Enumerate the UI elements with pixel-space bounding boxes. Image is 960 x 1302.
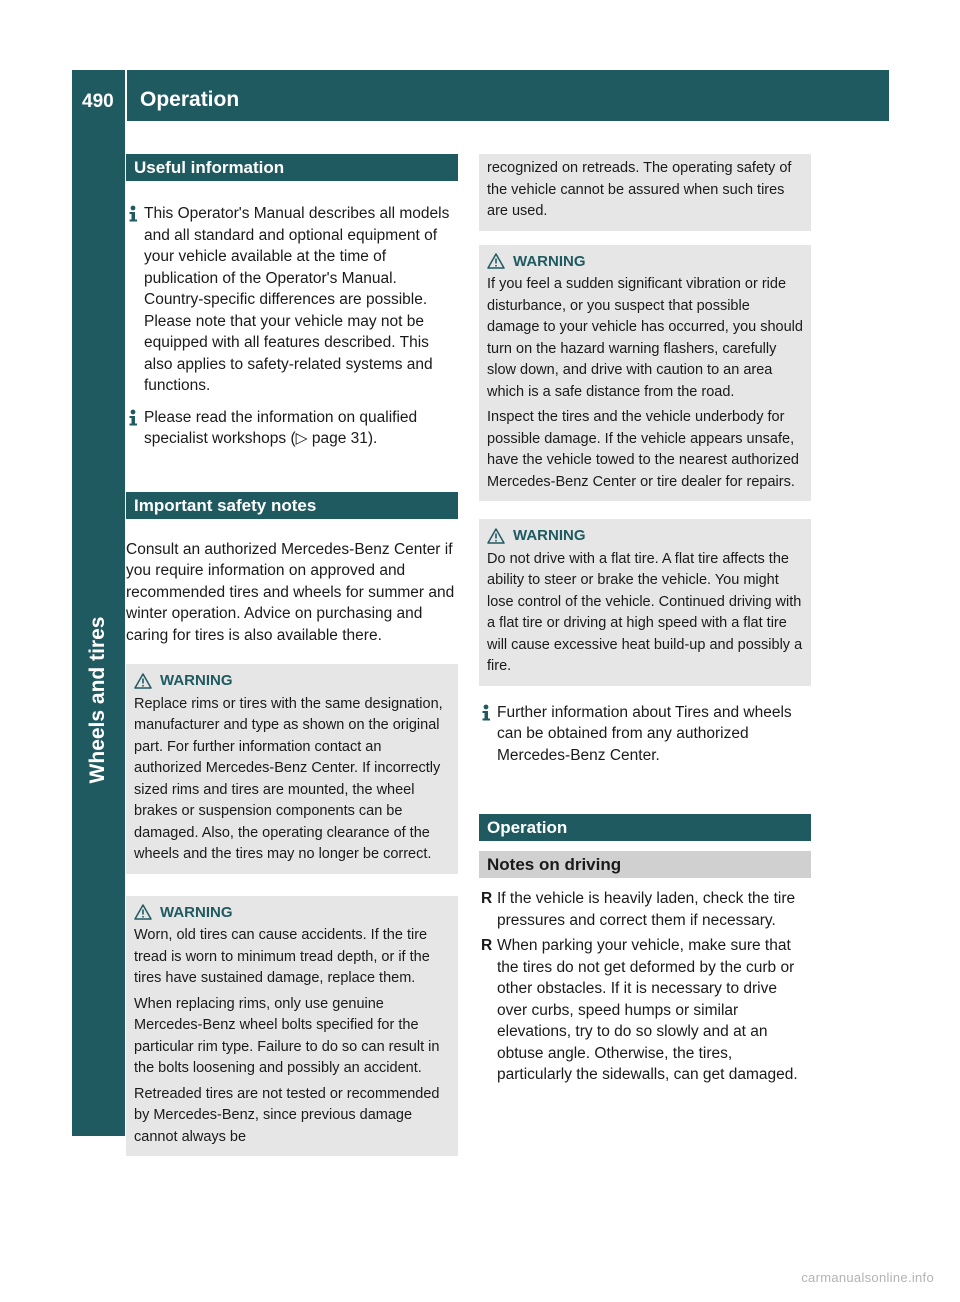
warning-text: Do not drive with a flat tire. A flat tire affects the ability to steer or brake the vehicle. You might lose control of the vehicle. Continued driving with a flat tire or driving at high speed with a flat tire will cause excessive heat build-up and possibly a fire. (487, 550, 803, 674)
warning-header (134, 902, 450, 924)
warning-text: Worn, old tires can cause accidents. If the tire tread is worn to minimum tread depth, or if the tires have sustained damage, replace them. (134, 927, 430, 986)
header-divider (125, 70, 127, 121)
info-note (479, 702, 811, 767)
warning-box (126, 664, 458, 874)
list-item-text: When parking your vehicle, make sure that the tires do not get deformed by the curb or other obstacles. If it is necessary to drive over curbs, speed humps or similar elevations, try to do so slowly and at an obtuse angle. Otherwise, the tires, particularly the sidewalls, can get damaged. (497, 937, 798, 1083)
chapter-label: Wheels and tires (86, 616, 109, 784)
warning-box (479, 519, 811, 686)
info-text: Please read the information on qualified specialist workshops (▷ page 31). (144, 408, 418, 447)
warning-label: WARNING (160, 672, 233, 689)
warning-label: WARNING (513, 527, 586, 544)
warning-triangle-icon (487, 528, 505, 544)
page-number: 490 (82, 91, 114, 112)
warning-header (487, 251, 803, 273)
page-header (72, 70, 889, 121)
watermark (0, 1270, 960, 1285)
warning-triangle-icon (134, 673, 152, 689)
list-item-text: If the vehicle is heavily laden, check the tire pressures and correct them if necessary. (497, 890, 796, 929)
page-title: Operation (140, 88, 240, 111)
warning-box (126, 896, 458, 1157)
warning-triangle-icon (134, 904, 152, 920)
important-safety-notes-heading: Important safety notes (126, 492, 458, 519)
warning-text: Replace rims or tires with the same designation, manufacturer and type as shown on the original part. For further information contact an authorized Mercedes-Benz Center. If incorrectly sized rims and tires are mounted, the wheel brakes or suspension components can be damaged. Also, the operating clearance of the wheels and the tires may no longer be correct. (134, 695, 443, 862)
warning-text: Retreaded tires are not tested or recommended by Mercedes-Benz, since previous damage cannot always be (134, 1085, 440, 1145)
warning-triangle-icon (487, 253, 505, 269)
continued-warning-box (479, 154, 811, 231)
warning-text: Inspect the tires and the vehicle underbody for possible damage. If the vehicle appears unsafe, have the vehicle towed to the nearest authorized Mercedes-Benz Center or tire dealer for repairs. (487, 409, 799, 490)
list-item (479, 935, 811, 1086)
useful-information-heading: Useful information (126, 154, 458, 181)
warning-header (134, 670, 450, 692)
warning-label: WARNING (160, 903, 233, 921)
info-note (126, 203, 458, 397)
list-item (479, 888, 811, 931)
operation-heading: Operation (479, 814, 811, 841)
info-text: Further information about Tires and wheels can be obtained from any authorized Mercedes-Benz Center. (497, 703, 792, 764)
safety-intro-text: Consult an authorized Mercedes-Benz Center if you require information on approved and recommended tires and wheels for summer and winter operation. Advice on purchasing and caring for tires is also available there. (126, 540, 455, 644)
info-text: This Operator's Manual describes all models and all standard and optional equipment of your vehicle available at the time of publication of the Operator's Manual. Country-specific differences are possible. Please note that your vehicle may not be equipped with all features described. This also applies to safety-related systems and functions. (144, 205, 450, 394)
warning-text: recognized on retreads. The operating safety of the vehicle cannot be assured when such tires are used. (487, 160, 792, 219)
warning-header (487, 525, 803, 547)
info-note (126, 407, 458, 450)
bullet-marker: R (481, 937, 493, 954)
warning-text: When replacing rims, only use genuine Mercedes-Benz wheel bolts specified for the particular rim type. Failure to do so can result in the bolts loosening and possibly an accident. (134, 995, 440, 1076)
info-icon (479, 704, 493, 721)
notes-on-driving-heading: Notes on driving (479, 851, 811, 878)
left-column (126, 154, 458, 1156)
bullet-marker: R (481, 890, 493, 907)
info-icon (126, 205, 140, 222)
warning-box (479, 245, 811, 502)
warning-text: If you feel a sudden significant vibration or ride disturbance, or you suspect that possible damage to your vehicle has occurred, you should turn on the hazard warning flashers, carefully slow down, and drive with caution to an area which is a safe distance from the road. (487, 276, 803, 400)
warning-label: WARNING (513, 252, 586, 270)
right-column (479, 154, 811, 1086)
watermark-text: carmanualsonline.info (801, 1270, 934, 1285)
info-icon (126, 409, 140, 426)
